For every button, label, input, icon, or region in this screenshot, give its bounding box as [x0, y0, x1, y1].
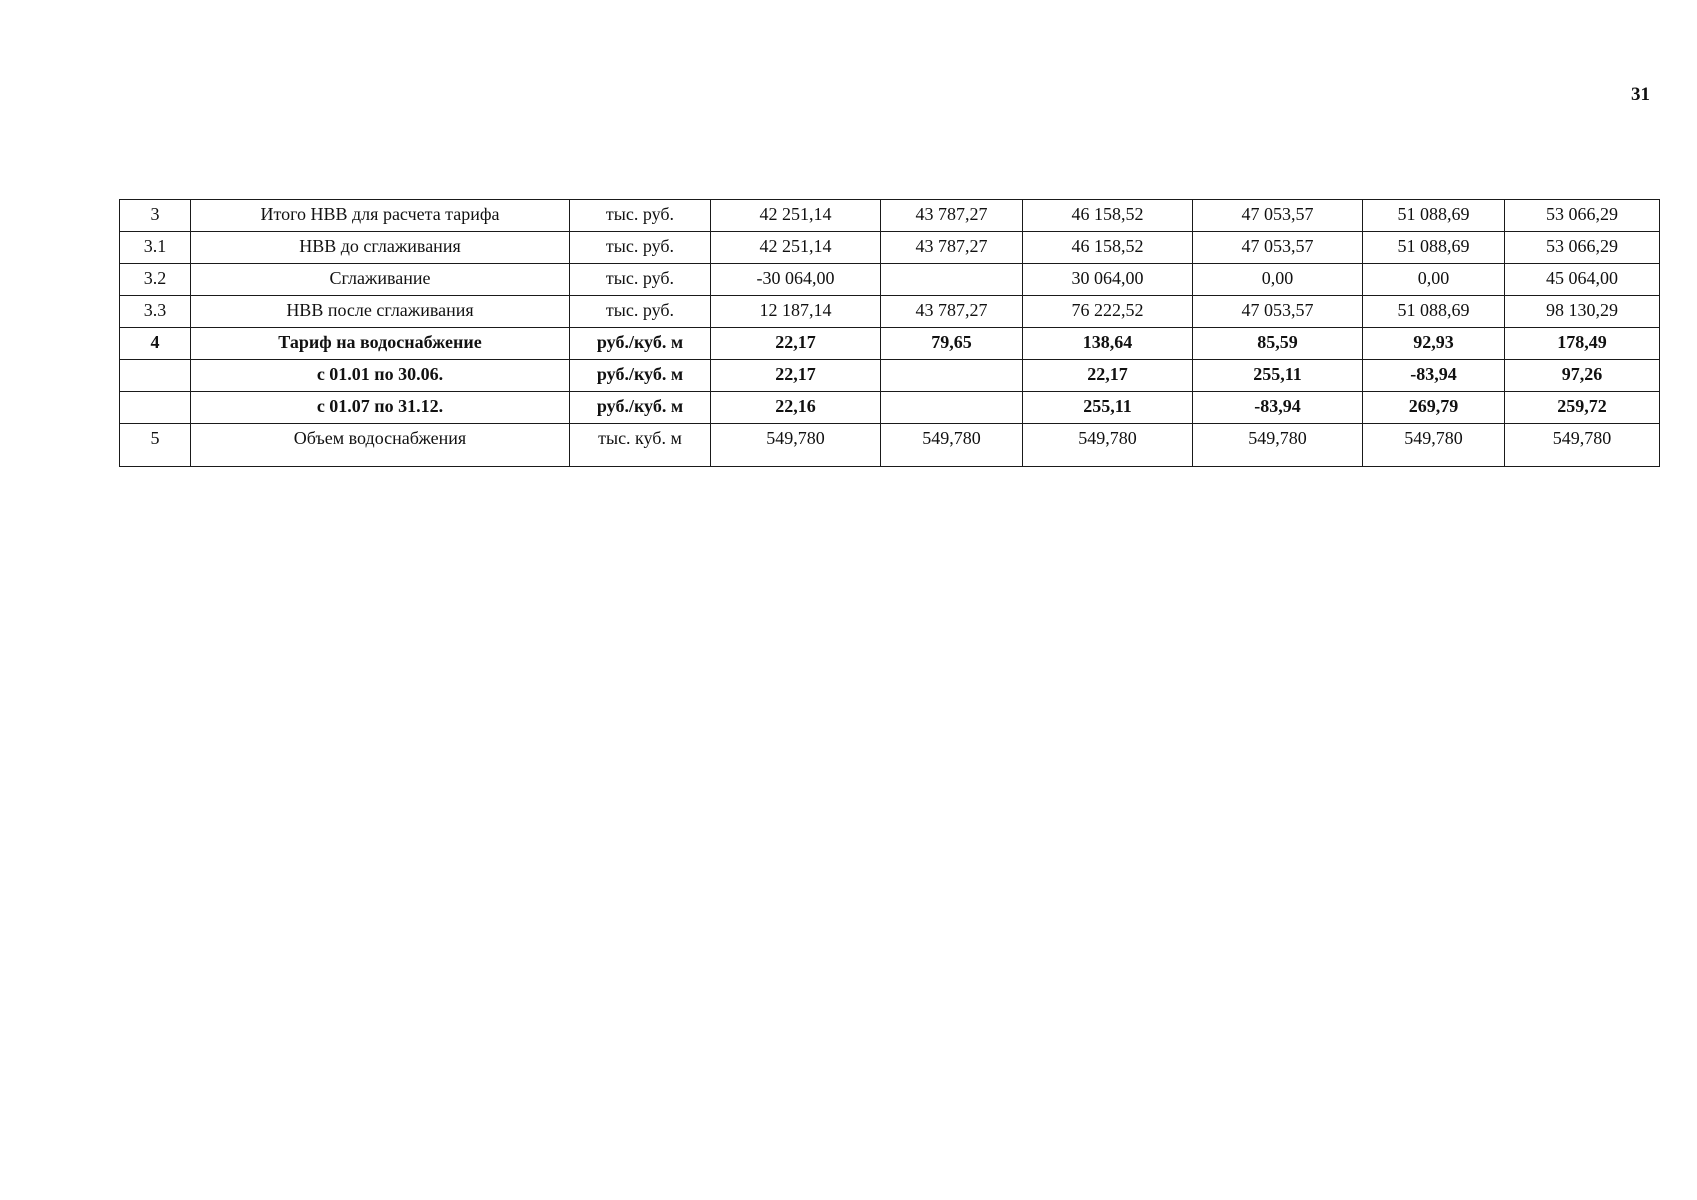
value-cell-6: 549,780 [1505, 424, 1660, 467]
value-cell-6: 98 130,29 [1505, 296, 1660, 328]
value-cell-3: 76 222,52 [1023, 296, 1193, 328]
value-cell-5: 269,79 [1363, 392, 1505, 424]
unit-cell: тыс. руб. [570, 296, 711, 328]
table-row [120, 296, 1660, 328]
value-cell-3: 46 158,52 [1023, 200, 1193, 232]
indicator-cell: Объем водоснабжения [191, 424, 570, 467]
unit-cell: руб./куб. м [570, 360, 711, 392]
value-cell-4: -83,94 [1193, 392, 1363, 424]
indicator-cell: НВВ после сглаживания [191, 296, 570, 328]
row-number-cell [120, 360, 191, 392]
indicator-cell: Тариф на водоснабжение [191, 328, 570, 360]
unit-cell: тыс. руб. [570, 264, 711, 296]
table-body [120, 200, 1660, 467]
value-cell-4: 549,780 [1193, 424, 1363, 467]
value-cell-3: 255,11 [1023, 392, 1193, 424]
indicator-cell: с 01.01 по 30.06. [191, 360, 570, 392]
value-cell-2: 549,780 [881, 424, 1023, 467]
value-cell-4: 47 053,57 [1193, 296, 1363, 328]
value-cell-1: 42 251,14 [711, 200, 881, 232]
value-cell-6: 53 066,29 [1505, 232, 1660, 264]
value-cell-4: 0,00 [1193, 264, 1363, 296]
unit-cell: тыс. руб. [570, 232, 711, 264]
table-row [120, 424, 1660, 467]
table-row [120, 360, 1660, 392]
value-cell-3: 30 064,00 [1023, 264, 1193, 296]
value-cell-1: 12 187,14 [711, 296, 881, 328]
table-row [120, 232, 1660, 264]
value-cell-5: 51 088,69 [1363, 296, 1505, 328]
value-cell-1: 22,16 [711, 392, 881, 424]
value-cell-1: 22,17 [711, 360, 881, 392]
value-cell-1: -30 064,00 [711, 264, 881, 296]
row-number-cell: 3.3 [120, 296, 191, 328]
value-cell-4: 255,11 [1193, 360, 1363, 392]
unit-cell: руб./куб. м [570, 328, 711, 360]
value-cell-2: 43 787,27 [881, 232, 1023, 264]
unit-cell: руб./куб. м [570, 392, 711, 424]
value-cell-3: 46 158,52 [1023, 232, 1193, 264]
value-cell-4: 85,59 [1193, 328, 1363, 360]
value-cell-4: 47 053,57 [1193, 232, 1363, 264]
value-cell-4: 47 053,57 [1193, 200, 1363, 232]
value-cell-3: 22,17 [1023, 360, 1193, 392]
value-cell-6: 45 064,00 [1505, 264, 1660, 296]
value-cell-1: 42 251,14 [711, 232, 881, 264]
indicator-cell: с 01.07 по 31.12. [191, 392, 570, 424]
value-cell-6: 259,72 [1505, 392, 1660, 424]
value-cell-1: 549,780 [711, 424, 881, 467]
page-number: 31 [1631, 84, 1650, 105]
row-number-cell: 5 [120, 424, 191, 467]
table-row [120, 264, 1660, 296]
value-cell-2: 79,65 [881, 328, 1023, 360]
unit-cell: тыс. руб. [570, 200, 711, 232]
row-number-cell: 3.2 [120, 264, 191, 296]
unit-cell: тыс. куб. м [570, 424, 711, 467]
table-row [120, 200, 1660, 232]
tariff-table [119, 199, 1660, 467]
value-cell-5: 549,780 [1363, 424, 1505, 467]
table-row [120, 328, 1660, 360]
value-cell-2 [881, 392, 1023, 424]
value-cell-2: 43 787,27 [881, 296, 1023, 328]
value-cell-5: 51 088,69 [1363, 232, 1505, 264]
value-cell-6: 97,26 [1505, 360, 1660, 392]
value-cell-2 [881, 264, 1023, 296]
value-cell-5: 92,93 [1363, 328, 1505, 360]
value-cell-5: 51 088,69 [1363, 200, 1505, 232]
value-cell-3: 138,64 [1023, 328, 1193, 360]
value-cell-6: 178,49 [1505, 328, 1660, 360]
value-cell-6: 53 066,29 [1505, 200, 1660, 232]
row-number-cell: 4 [120, 328, 191, 360]
indicator-cell: Итого НВВ для расчета тарифа [191, 200, 570, 232]
indicator-cell: Сглаживание [191, 264, 570, 296]
value-cell-2 [881, 360, 1023, 392]
row-number-cell: 3 [120, 200, 191, 232]
indicator-cell: НВВ до сглаживания [191, 232, 570, 264]
row-number-cell [120, 392, 191, 424]
value-cell-5: 0,00 [1363, 264, 1505, 296]
value-cell-1: 22,17 [711, 328, 881, 360]
row-number-cell: 3.1 [120, 232, 191, 264]
value-cell-2: 43 787,27 [881, 200, 1023, 232]
value-cell-5: -83,94 [1363, 360, 1505, 392]
table-row [120, 392, 1660, 424]
value-cell-3: 549,780 [1023, 424, 1193, 467]
